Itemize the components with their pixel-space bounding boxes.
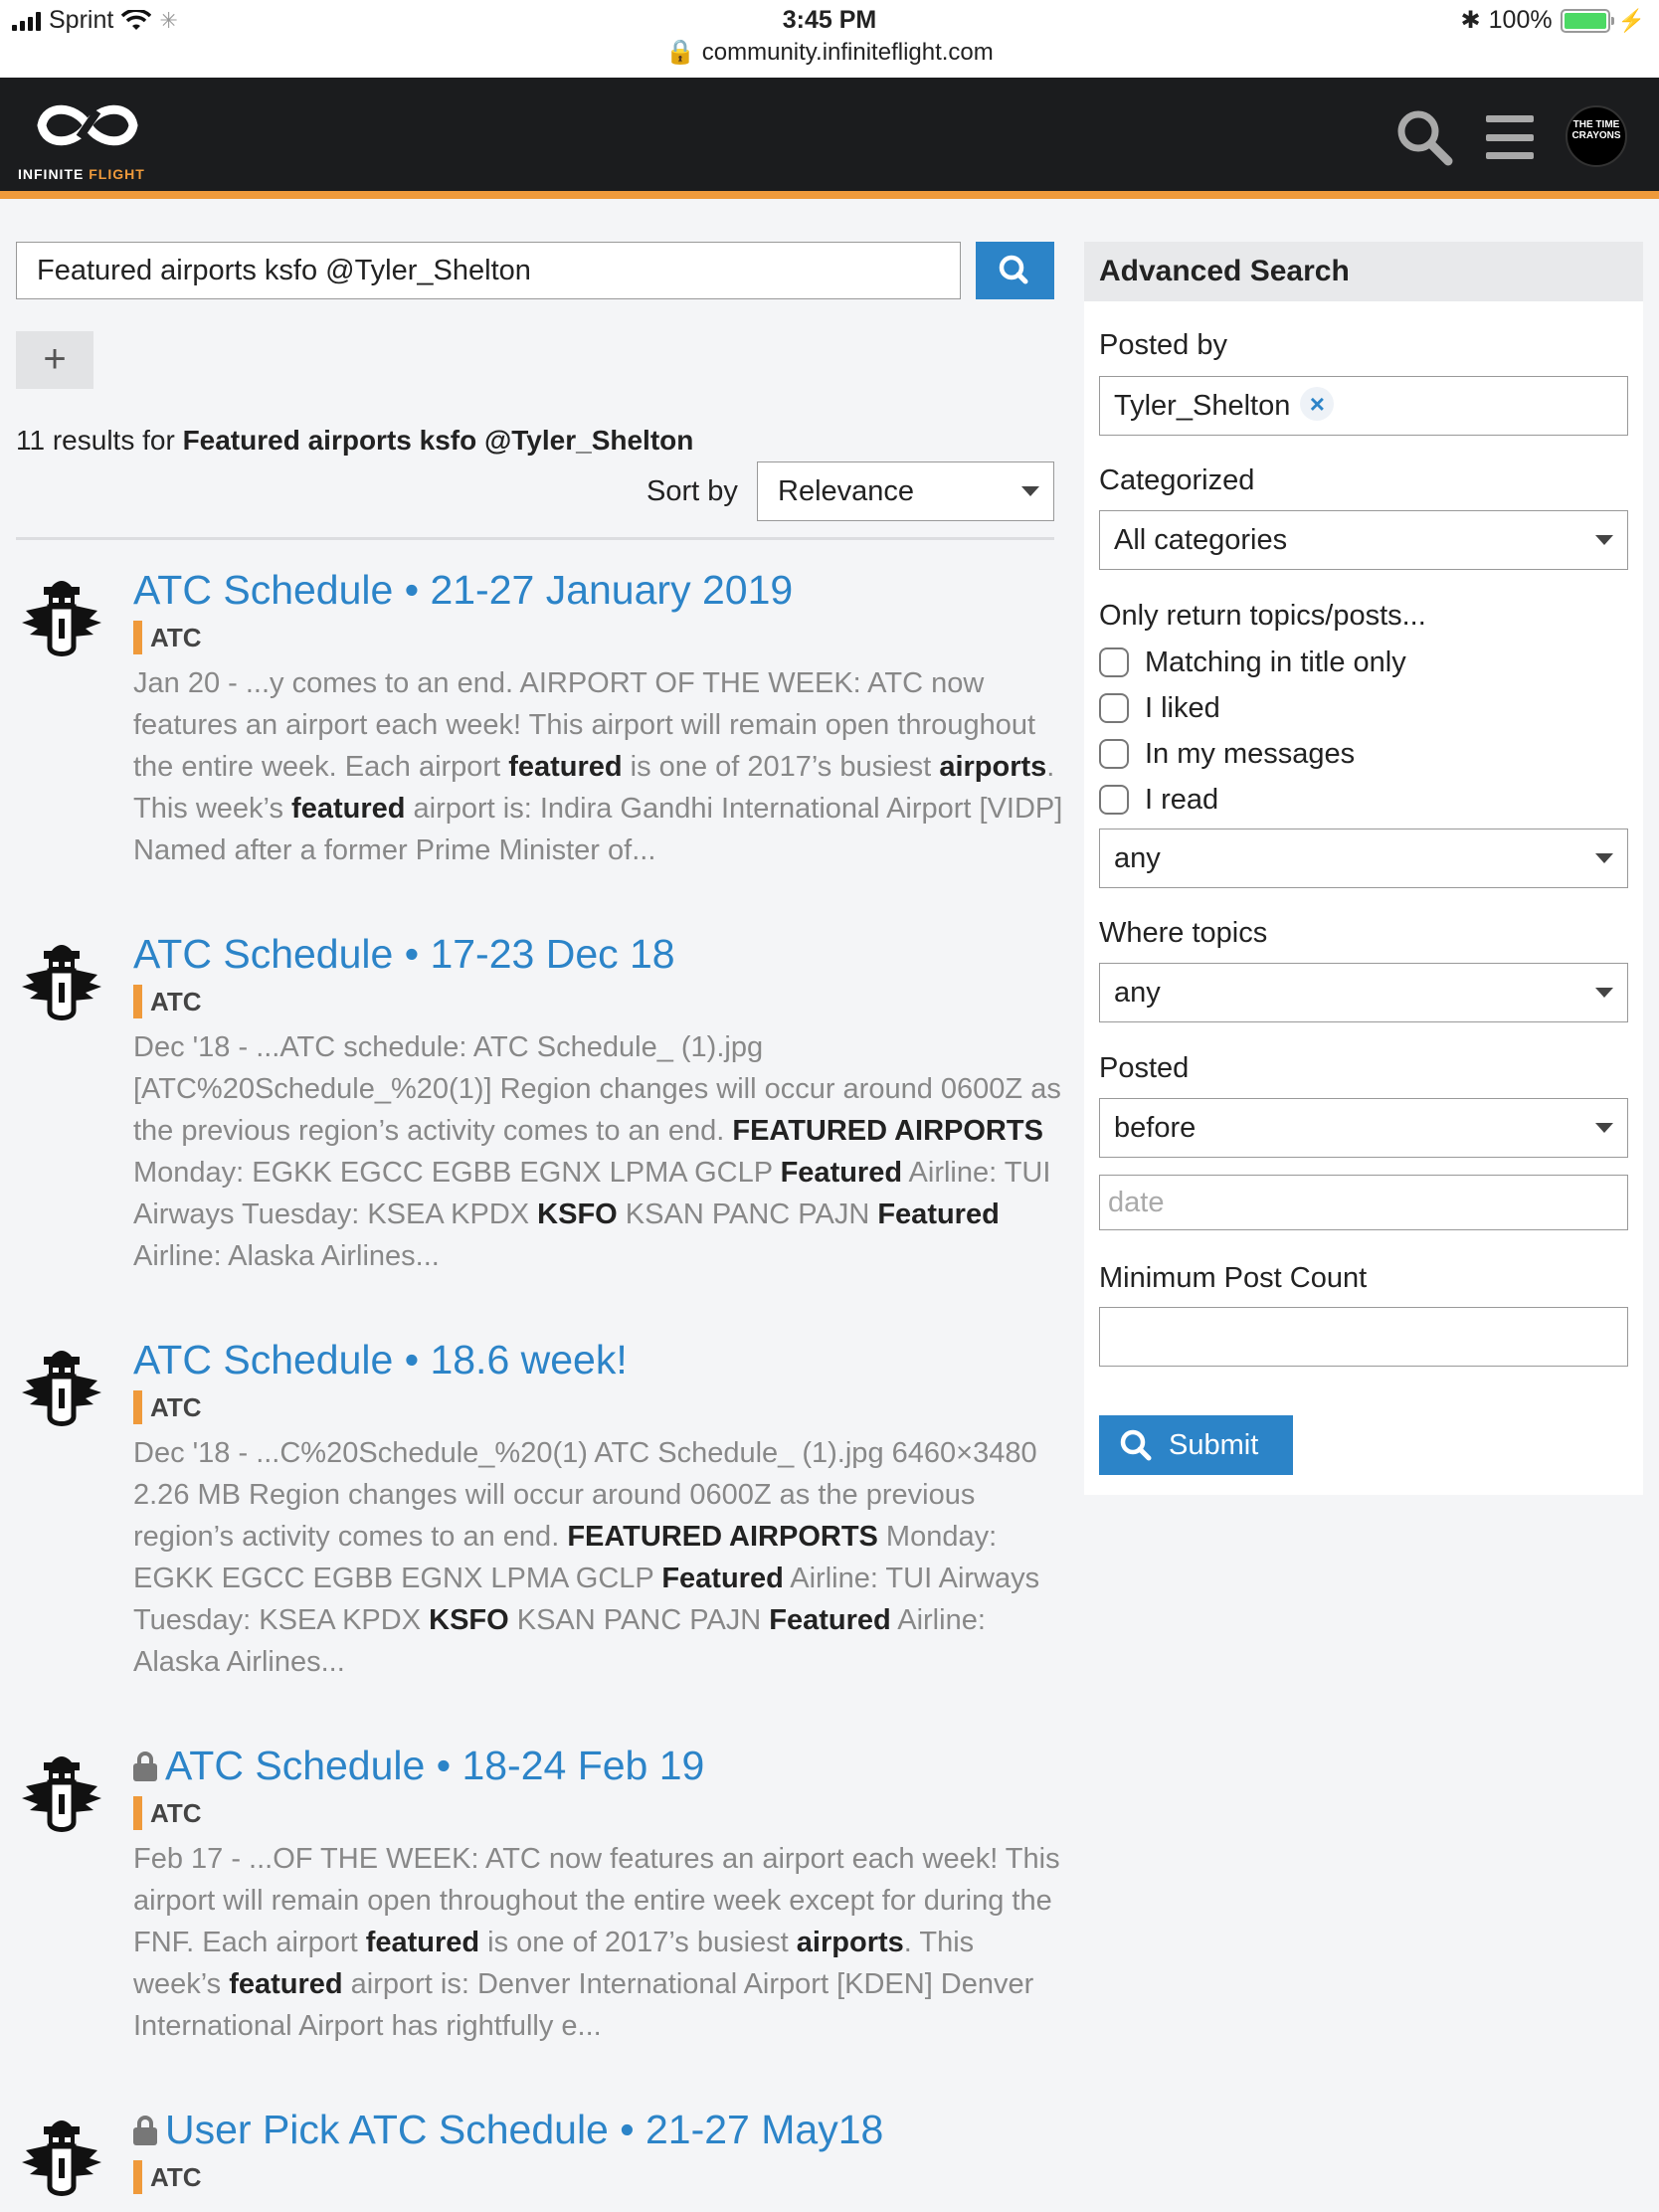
highlight-term: FEATURED AIRPORTS	[732, 1115, 1043, 1147]
search-button[interactable]	[976, 242, 1054, 299]
highlight-term: Featured	[877, 1198, 1000, 1230]
checkbox-label: I read	[1145, 783, 1219, 816]
excerpt-text: airport is: Denver International Airport [KDEN] Denver International Airport has rightfully e...	[133, 1968, 1034, 2042]
site-header	[0, 78, 1659, 199]
excerpt-text: is one of 2017’s busiest	[622, 751, 940, 783]
where-topics-value: any	[1114, 977, 1161, 1009]
search-icon	[1119, 1428, 1153, 1462]
date-input[interactable]	[1099, 1175, 1628, 1230]
highlight-term: Featured	[661, 1563, 784, 1594]
search-icon	[976, 242, 1054, 299]
clock: 3:45 PM	[782, 6, 877, 34]
result-excerpt	[133, 662, 1068, 871]
category-badge[interactable]: ATC	[133, 1796, 202, 1830]
highlight-term: featured	[508, 751, 623, 783]
battery-icon	[1561, 9, 1610, 33]
bluetooth-icon: ✱	[1460, 7, 1481, 34]
result-excerpt	[133, 1026, 1068, 1277]
atc-avatar-icon[interactable]	[16, 573, 107, 664]
excerpt-text: airport is: Indira Gandhi International Airport [VIDP] Named after a former Prime Minister of...	[133, 793, 1063, 866]
posted-select[interactable]	[1099, 1098, 1628, 1158]
category-badge[interactable]: ATC	[133, 985, 202, 1018]
posted-value: before	[1114, 1112, 1197, 1144]
checkbox-label: In my messages	[1145, 737, 1356, 770]
excerpt-text: Airline: Alaska Airlines...	[133, 1240, 440, 1272]
result-title-link[interactable]	[133, 567, 793, 614]
results-query: Featured airports ksfo @Tyler_Shelton	[182, 425, 694, 456]
result-title-link[interactable]	[133, 1743, 704, 1789]
avatar-text: THE TIME CRAYONS	[1571, 119, 1621, 141]
categorized-label: Categorized	[1099, 464, 1255, 496]
submit-label: Submit	[1169, 1428, 1259, 1461]
search-input[interactable]: Featured airports ksfo @Tyler_Shelton	[16, 242, 961, 299]
result-title-text: ATC Schedule • 17-23 Dec 18	[133, 931, 675, 977]
checkbox[interactable]	[1099, 647, 1129, 677]
highlight-term: airports	[939, 751, 1047, 783]
chevron-down-icon	[1595, 1123, 1613, 1133]
checkbox-liked[interactable]	[1099, 688, 1220, 728]
where-topics-label: Where topics	[1099, 917, 1268, 949]
chevron-down-icon	[1595, 535, 1613, 545]
url-text: community.infiniteflight.com	[701, 39, 994, 66]
results-divider	[16, 537, 1054, 540]
result-title-link[interactable]	[133, 1337, 628, 1383]
checkbox[interactable]	[1099, 739, 1129, 769]
excerpt-text: Dec '18 - ...C%20Schedule_%20(1) ATC Schedule_ (1).jpg 6460×3480 2.26 MB Region changes will occur around 0600Z as the previous region’s activity comes to an end.	[133, 1437, 1037, 1553]
posted-by-field[interactable]	[1099, 376, 1628, 436]
highlight-term: featured	[229, 1968, 343, 2000]
expand-search-button[interactable]: +	[16, 331, 93, 389]
logo-text-infinite: INFINITE	[18, 166, 85, 182]
category-select[interactable]	[1099, 510, 1628, 570]
activity-spinner-icon: ✳	[159, 7, 178, 33]
excerpt-text: Airline: TUI Airways Tuesday: KSEA KPDX	[133, 1157, 1051, 1230]
charging-icon: ⚡	[1617, 7, 1645, 33]
result-title-text: ATC Schedule • 21-27 January 2019	[133, 567, 794, 613]
highlight-term: featured	[365, 1927, 480, 1958]
only-return-select[interactable]	[1099, 829, 1628, 888]
excerpt-text: Monday: EGKK EGCC EGBB EGNX LPMA GCLP	[133, 1157, 781, 1189]
result-title-text: User Pick ATC Schedule • 21-27 May18	[165, 2107, 884, 2152]
highlight-term: KSFO	[537, 1198, 618, 1230]
result-title-link[interactable]	[133, 931, 675, 978]
atc-avatar-icon[interactable]	[16, 2113, 107, 2204]
url-bar[interactable]	[0, 38, 1659, 67]
highlight-term: Featured	[780, 1157, 903, 1189]
carrier-label: Sprint	[49, 6, 114, 34]
results-prefix: 11 results for	[16, 425, 175, 456]
posted-label: Posted	[1099, 1052, 1190, 1084]
excerpt-text: Dec '18 - ...ATC schedule: ATC Schedule_ (1).jpg [ATC%20Schedule_%20(1)] Region changes will occur around 0600Z as the previous region’s activity comes to an end.	[133, 1031, 1061, 1147]
logo-text-flight: FLIGHT	[89, 166, 145, 182]
only-return-value: any	[1114, 842, 1161, 874]
category-value: All categories	[1114, 524, 1288, 556]
excerpt-text: Feb 17 - ...OF THE WEEK: ATC now features an airport each week! This airport will remain open throughout the entire week except for during the FNF. Each airport	[133, 1843, 1060, 1958]
atc-avatar-icon[interactable]	[16, 937, 107, 1028]
highlight-term: FEATURED AIRPORTS	[567, 1521, 878, 1553]
category-badge[interactable]: ATC	[133, 2160, 202, 2194]
lock-icon	[133, 2116, 157, 2145]
highlight-term: KSFO	[429, 1604, 509, 1636]
posted-by-tag: Tyler_Shelton	[1114, 390, 1291, 422]
hamburger-menu-icon[interactable]	[1486, 115, 1534, 159]
where-topics-select[interactable]	[1099, 963, 1628, 1022]
excerpt-text: Airline: Alaska Airlines...	[133, 1604, 986, 1678]
result-title-text: ATC Schedule • 18-24 Feb 19	[165, 1743, 705, 1788]
user-avatar[interactable]	[1566, 105, 1627, 167]
header-search-icon[interactable]	[1394, 107, 1454, 167]
result-title-text: ATC Schedule • 18.6 week!	[133, 1337, 628, 1382]
excerpt-text: . This week’s	[133, 751, 1055, 825]
checkbox[interactable]	[1099, 785, 1129, 815]
lock-icon	[133, 1751, 157, 1781]
min-post-count-label: Minimum Post Count	[1099, 1262, 1368, 1294]
checkbox-read[interactable]	[1099, 780, 1218, 820]
only-return-label: Only return topics/posts...	[1099, 600, 1426, 632]
sort-value: Relevance	[778, 475, 915, 507]
chevron-down-icon	[1595, 853, 1613, 863]
highlight-term: airports	[796, 1927, 904, 1958]
excerpt-text: Jan 20 - ...y comes to an end. AIRPORT OF THE WEEK: ATC now features an airport each week! This airport will remain open throughout the entire week. Each airport	[133, 667, 1036, 783]
checkbox-title-only[interactable]	[1099, 643, 1406, 682]
highlight-term: featured	[291, 793, 406, 825]
checkbox-label: Matching in title only	[1145, 645, 1406, 678]
posted-by-label: Posted by	[1099, 329, 1227, 361]
checkbox-label: I liked	[1145, 691, 1220, 724]
chevron-down-icon	[1021, 486, 1039, 496]
battery-percent: 100%	[1488, 6, 1553, 34]
category-badge[interactable]: ATC	[133, 1390, 202, 1424]
checkbox[interactable]	[1099, 693, 1129, 723]
advanced-search-heading: Advanced Search	[1084, 242, 1643, 301]
results-count	[16, 425, 693, 457]
sort-select[interactable]	[757, 461, 1054, 521]
highlight-term: Featured	[769, 1604, 891, 1636]
min-post-count-input[interactable]	[1099, 1307, 1628, 1367]
advanced-search-panel	[1084, 242, 1643, 1495]
chevron-down-icon	[1595, 988, 1613, 998]
excerpt-text: Monday: EGKK EGCC EGBB EGNX LPMA GCLP	[133, 1521, 998, 1594]
excerpt-text: KSAN PANC PAJN	[508, 1604, 770, 1636]
atc-avatar-icon[interactable]	[16, 1343, 107, 1434]
category-badge[interactable]: ATC	[133, 621, 202, 654]
submit-button[interactable]	[1099, 1415, 1293, 1475]
date-placeholder: date	[1108, 1187, 1165, 1218]
result-excerpt	[133, 1838, 1068, 2047]
sort-label: Sort by	[646, 475, 738, 507]
atc-avatar-icon[interactable]	[16, 1749, 107, 1840]
infinity-logo-icon	[32, 97, 143, 153]
excerpt-text: Airline: TUI Airways Tuesday: KSEA KPDX	[133, 1563, 1040, 1636]
excerpt-text: is one of 2017’s busiest	[479, 1927, 797, 1958]
infinite-flight-logo[interactable]	[18, 97, 167, 182]
lock-icon: 🔒	[665, 39, 696, 66]
excerpt-text: KSAN PANC PAJN	[617, 1198, 878, 1230]
status-bar	[0, 0, 1659, 78]
result-title-link[interactable]	[133, 2107, 883, 2153]
remove-tag-icon[interactable]: ×	[1300, 387, 1334, 421]
checkbox-messages[interactable]	[1099, 734, 1355, 774]
result-excerpt	[133, 1432, 1068, 1683]
excerpt-text: . This week’s	[133, 1927, 975, 2000]
